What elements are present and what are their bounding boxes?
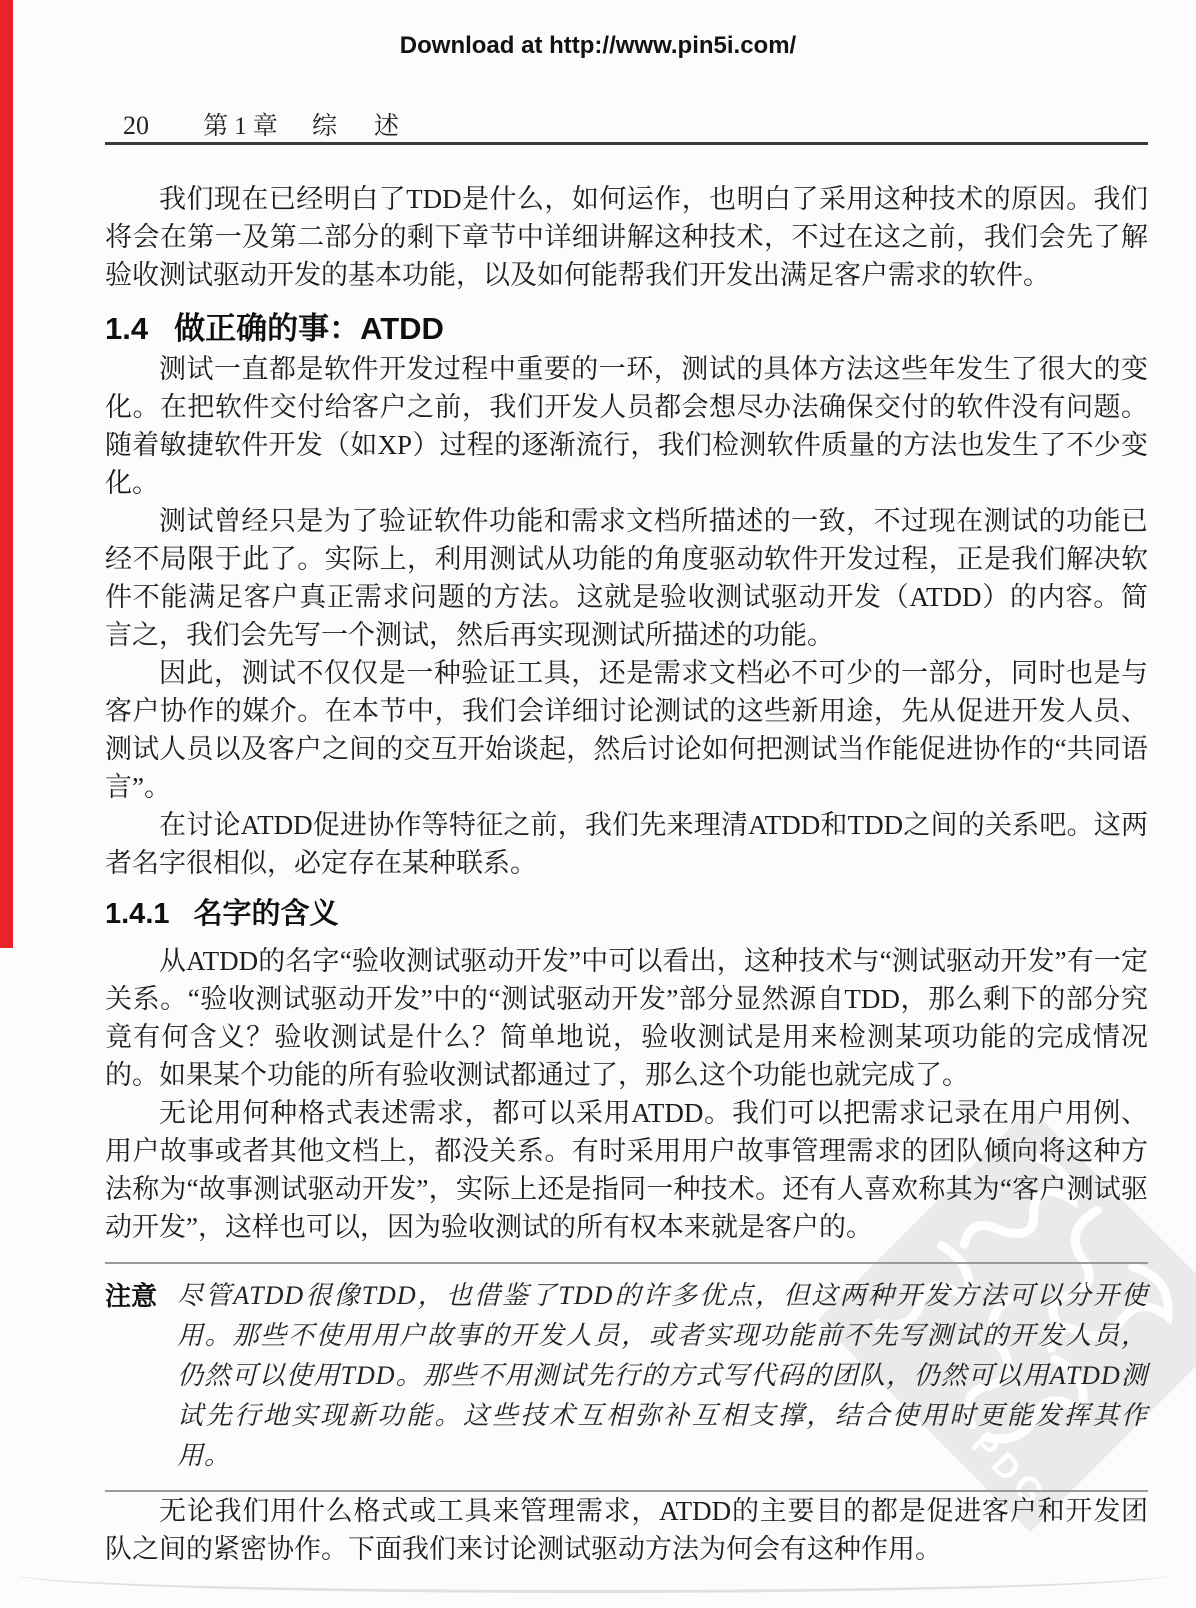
page-number: 20 (123, 111, 149, 140)
section-heading-1-4-1 (105, 894, 1148, 934)
paragraph: 测试一直都是软件开发过程中重要的一环，测试的具体方法这些年发生了很大的变化。在把软件交付给客户之前，我们开发人员都会想尽办法确保交付的软件没有问题。随着敏捷软件开发（如XP）过程的逐渐流行，我们检测软件质量的方法也发生了不少变化。 (105, 354, 1148, 498)
section-title: 做正确的事：ATDD (174, 311, 444, 346)
paragraph: 无论用何种格式表述需求，都可以采用ATDD。我们可以把需求记录在用户用例、用户故事或者其他文档上，都没关系。有时采用用户故事管理需求的团队倾向将这种方法称为“故事测试驱动开发”，实际上还是指同一种技术。还有人喜欢称其为“客户测试驱动开发”，这样也可以，因为验收测试的所有权本来就是客户的。 (105, 1098, 1148, 1242)
paragraph: 从ATDD的名字“验收测试驱动开发”中可以看出，这种技术与“测试驱动开发”有一定关系。“验收测试驱动开发”中的“测试驱动开发”部分显然源自TDD，那么剩下的部分究竟有何含义？验收测试是什么？简单地说，验收测试是用来检测某项功能的完成情况的。如果某个功能的所有验收测试都通过了，那么这个功能也就完成了。 (105, 946, 1148, 1090)
note-text: 尽管ATDD很像TDD，也借鉴了TDD的许多优点，但这两种开发方法可以分开使用。那些不使用用户故事的开发人员，或者实现功能前不先写测试的开发人员，仍然可以使用TDD。那些不用测试先行的方式写代码的团队，仍然可以用ATDD测试先行地实现新功能。这些技术互相弥补互相支撑，结合使用时更能发挥其作用。 (177, 1281, 1148, 1470)
header-rule (105, 142, 1148, 145)
chapter-title: 综 述 (312, 113, 406, 140)
chapter-label: 第1章 (203, 113, 284, 140)
section-heading-1-4 (105, 308, 1148, 350)
download-banner: Download at http://www.pin5i.com/ (399, 32, 797, 59)
paragraph: 因此，测试不仅仅是一种验证工具，还是需求文档必不可少的一部分，同时也是与客户协作的媒介。在本节中，我们会详细讨论测试的这些新用途，先从促进开发人员、测试人员以及客户之间的交互开始谈起，然后讨论如何把测试当作能促进协作的“共同语言”。 (105, 658, 1148, 802)
closing-paragraph: 无论我们用什么格式或工具来管理需求，ATDD的主要目的都是促进客户和开发团队之间的紧密协作。下面我们来讨论测试驱动方法为何会有这种作用。 (105, 1496, 1148, 1564)
running-header (105, 106, 1148, 142)
svg-text:PDG: PDG (963, 1424, 1056, 1517)
section-number: 1.4 (105, 311, 149, 346)
paragraph: 测试曾经只是为了验证软件功能和需求文档所描述的一致，不过现在测试的功能已经不局限于此了。实际上，利用测试从功能的角度驱动软件开发过程，正是我们解决软件不能满足客户真正需求问题的方法。这就是验收测试驱动开发（ATDD）的内容。简言之，我们会先写一个测试，然后再实现测试所描述的功能。 (105, 506, 1148, 650)
note-box (105, 1262, 1148, 1492)
intro-paragraph: 我们现在已经明白了TDD是什么，如何运作，也明白了采用这种技术的原因。我们将会在第一及第二部分的剩下章节中详细讲解这种技术，不过在这之前，我们会先了解验收测试驱动开发的基本功能，以及如何能帮我们开发出满足客户需求的软件。 (105, 184, 1148, 290)
page-curl-shadow (18, 1556, 1168, 1593)
paragraph: 在讨论ATDD促进协作等特征之前，我们先来理清ATDD和TDD之间的关系吧。这两者名字很相似，必定存在某种联系。 (105, 810, 1148, 878)
page-body (105, 180, 1148, 1568)
note-label: 注意 (105, 1281, 158, 1311)
subsection-number: 1.4.1 (105, 898, 170, 930)
subsection-title: 名字的含义 (193, 898, 339, 930)
red-edge-strip (0, 0, 13, 948)
